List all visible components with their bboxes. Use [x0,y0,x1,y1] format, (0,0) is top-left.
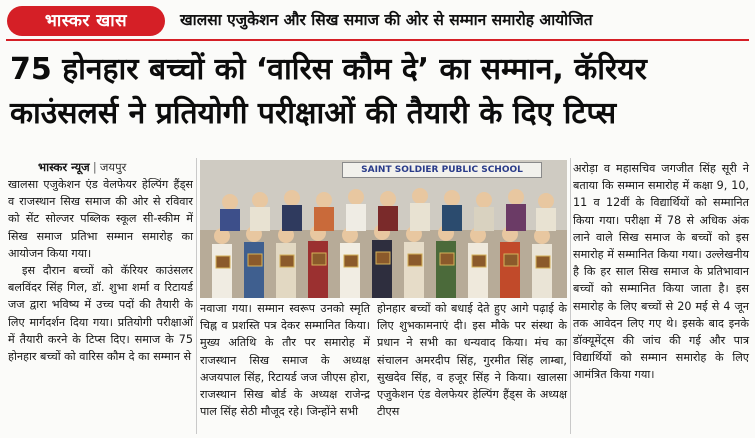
column-2-paragraph: नवाजा गया। सम्मान स्वरूप उनको स्मृति चिह्न व प्रशस्ति पत्र देकर सम्मानित किया। मुख्य अतिथि के तौर पर समारोह में राजस्थान सिख समाज के अध्यक्ष अजयपाल सिंह, रिटायर्ड जज जीएस होरा, राजस्थान सिख बोर्ड के अध्यक्ष राजेन्द्र पाल सिंह सेठी मौजूद रहे। जिन्होंने सभी [200,302,370,419]
column-3-paragraph: होनहार बच्चों को बधाई देते हुए आगे पढ़ाई के लिए शुभकामनाएं दी। इस मौके पर संस्था के प्रधान ने सभी का धन्यवाद किया। मंच का संचालन अमरदीप सिंह, गुरमीत सिंह लाम्बा, सुखदेव सिंह, व हजूर सिंह ने किया। खालसा एजुकेशन एंड वेलफेयर हेल्पिंग हैंड्स के अध्यक्ष टीएस [377,302,567,419]
byline [38,160,126,175]
group-photo [200,160,567,298]
group-photo-illustration [200,160,567,298]
header-rule [6,39,749,41]
section-badge: भास्कर खास [7,6,165,36]
byline-source: भास्कर न्यूज [38,160,90,174]
kicker-headline: खालसा एजुकेशन और सिख समाज की ओर से सम्मान समारोह आयोजित [180,11,593,29]
headline-line-1: 75 होनहार बच्चों को ‘वारिस कौम दे’ का सम्मान, कॅरियर [10,52,647,87]
byline-separator: | [92,160,97,174]
column-divider [196,158,197,434]
column-4-paragraph: अरोड़ा व महासचिव जगजीत सिंह सूरी ने बताया कि सम्मान समारोह में कक्षा 9, 10, 11 व 12वीं के विद्यार्थियों को सम्मानित किया गया। परीक्षा में 78 से अधिक अंक लाने वाले सिख समाज के बच्चों को इस समारोह में सम्मानित किया गया। उल्लेखनीय है कि हर साल सिख समाज के प्रतिभावान बच्चों को सम्मानित किया जाता है। इस समारोह के लिए बच्चों से 20 मई से 4 जून तक आवेदन लिए गए थे। इसके बाद इनके डॉक्यूमेंट्स की जांच की गई और पात्र विद्यार्थियों को सम्मान समारोह के लिए आमंत्रित किया गया। [573,162,749,382]
column-1-paragraph-1: खालसा एजुकेशन एंड वेलफेयर हेल्पिंग हैंड्स व राजस्थान सिख समाज की ओर से रविवार को सेंट सोल्जर पब्लिक स्कूल सी-स्कीम में सिख समाज प्रतिभा सम्मान समारोह का आयोजन किया गया। [8,178,193,260]
school-banner: SAINT SOLDIER PUBLIC SCHOOL [342,162,542,178]
article-column-3 [377,300,567,420]
article-column-4 [573,160,749,384]
headline-line-2: काउंसलर्स ने प्रतियोगी परीक्षाओं की तैयारी के दिए टिप्स [10,96,617,131]
article-column-1 [8,176,193,365]
main-headline [10,48,750,136]
byline-city: जयपुर [99,160,127,174]
article-column-2 [200,300,370,420]
column-1-paragraph-2: इस दौरान बच्चों को कॅरियर काउंसलर बलविंदर सिंह गिल, डॉ. शुभा शर्मा व रिटायर्ड जज द्वारा भविष्य में उच्च पदों की तैयारी के लिए मार्गदर्शन दिया गया। प्रतियोगी परीक्षाओं में तैयारी करने के टिप्स दिए। समाज के 75 होनहार बच्चों को वारिस कौम दे का सम्मान से [8,264,193,364]
column-divider [570,158,571,434]
